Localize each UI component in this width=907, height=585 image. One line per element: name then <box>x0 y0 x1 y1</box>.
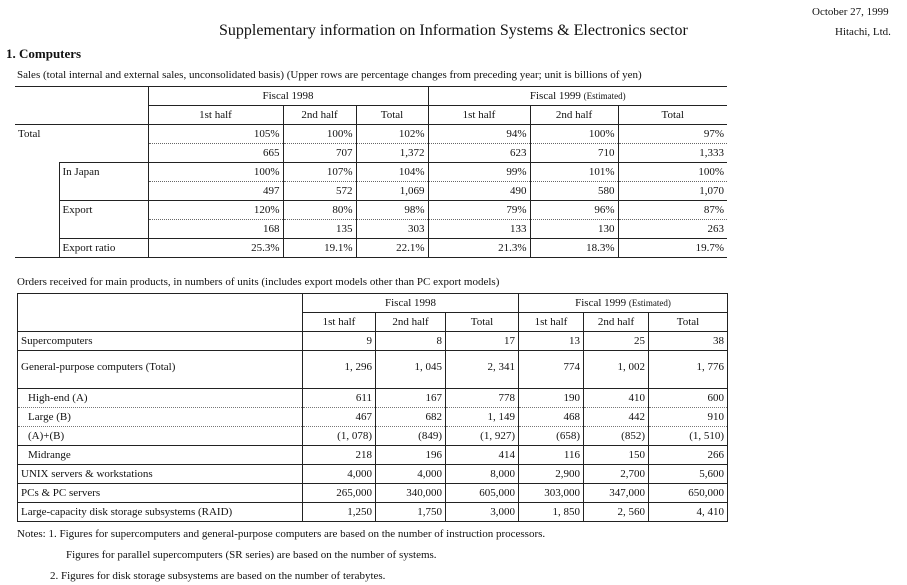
orders-row-raid: Large-capacity disk storage subsystems (RAID) 1,250 1,750 3,000 1, 850 2, 560 4, 410 <box>18 503 728 522</box>
sales-col-2nd-half: 2nd half <box>530 106 618 125</box>
orders-col-1st-half: 1st half <box>303 313 376 332</box>
note-1: Notes: 1. Figures for supercomputers and general-purpose computers are based on the number of instruction processors. <box>17 528 546 540</box>
orders-fy1999-header: Fiscal 1999 (Estimated) <box>519 294 728 313</box>
section-heading: 1. Computers <box>6 46 82 61</box>
orders-header-row <box>18 294 728 313</box>
orders-row-unix: UNIX servers & workstations 4,000 4,000 8,000 2,900 2,700 5,600 <box>18 465 728 484</box>
sales-row-total-pct: Total 105% 100% 102% 94% 100% 97% <box>15 125 727 144</box>
sales-row-export-pct: Export 120% 80% 98% 79% 96% 87% <box>15 201 727 220</box>
sales-subheader-row <box>15 106 727 125</box>
sales-fy1998-header: Fiscal 1998 <box>148 87 428 106</box>
orders-caption: Orders received for main products, in numbers of units (includes export models other than PC export models) <box>17 276 500 288</box>
document-title: Supplementary information on Information Systems & Electronics sector <box>219 22 688 39</box>
orders-row-high-end: High-end (A) 611 167 778 190 410 600 <box>18 389 728 408</box>
company-name: Hitachi, Ltd. <box>835 26 891 38</box>
orders-row-a-plus-b: (A)+(B) (1, 078) (849) (1, 927) (658) (852) (1, 510) <box>18 427 728 446</box>
sales-row-export-ratio: Export ratio 25.3% 19.1% 22.1% 21.3% 18.3% 19.7% <box>15 239 727 258</box>
orders-col-2nd-half: 2nd half <box>584 313 649 332</box>
sales-table <box>15 86 727 258</box>
sales-col-1st-half: 1st half <box>428 106 530 125</box>
orders-row-supercomputers: Supercomputers 9 8 17 13 25 38 <box>18 332 728 351</box>
note-1b: Figures for parallel supercomputers (SR series) are based on the number of systems. <box>66 549 437 561</box>
document-date: October 27, 1999 <box>812 6 889 18</box>
sales-row-japan-val: 497 572 1,069 490 580 1,070 <box>15 182 727 201</box>
orders-row-midrange: Midrange 218 196 414 116 150 266 <box>18 446 728 465</box>
sales-caption: Sales (total internal and external sales, unconsolidated basis) (Upper rows are percentage changes from preceding year; unit is billions of yen) <box>17 69 642 81</box>
orders-col-2nd-half: 2nd half <box>376 313 446 332</box>
sales-col-total: Total <box>618 106 727 125</box>
sales-row-japan-pct: In Japan 100% 107% 104% 99% 101% 100% <box>15 163 727 182</box>
orders-row-pcs: PCs & PC servers 265,000 340,000 605,000 303,000 347,000 650,000 <box>18 484 728 503</box>
note-2: 2. Figures for disk storage subsystems are based on the number of terabytes. <box>50 570 386 582</box>
orders-col-total: Total <box>649 313 728 332</box>
orders-subheader-row <box>18 313 728 332</box>
sales-col-1st-half: 1st half <box>148 106 283 125</box>
orders-row-large: Large (B) 467 682 1, 149 468 442 910 <box>18 408 728 427</box>
orders-row-general-purpose: General-purpose computers (Total) 1, 296 1, 045 2, 341 774 1, 002 1, 776 <box>18 351 728 384</box>
orders-col-1st-half: 1st half <box>519 313 584 332</box>
orders-col-total: Total <box>446 313 519 332</box>
sales-fy1999-header: Fiscal 1999 (Estimated) <box>428 87 727 106</box>
sales-row-export-val: 168 135 303 133 130 263 <box>15 220 727 239</box>
orders-table <box>17 293 728 522</box>
sales-row-total-val: 665 707 1,372 623 710 1,333 <box>15 144 727 163</box>
orders-fy1998-header: Fiscal 1998 <box>303 294 519 313</box>
sales-col-2nd-half: 2nd half <box>283 106 356 125</box>
sales-header-row <box>15 87 727 106</box>
sales-col-total: Total <box>356 106 428 125</box>
